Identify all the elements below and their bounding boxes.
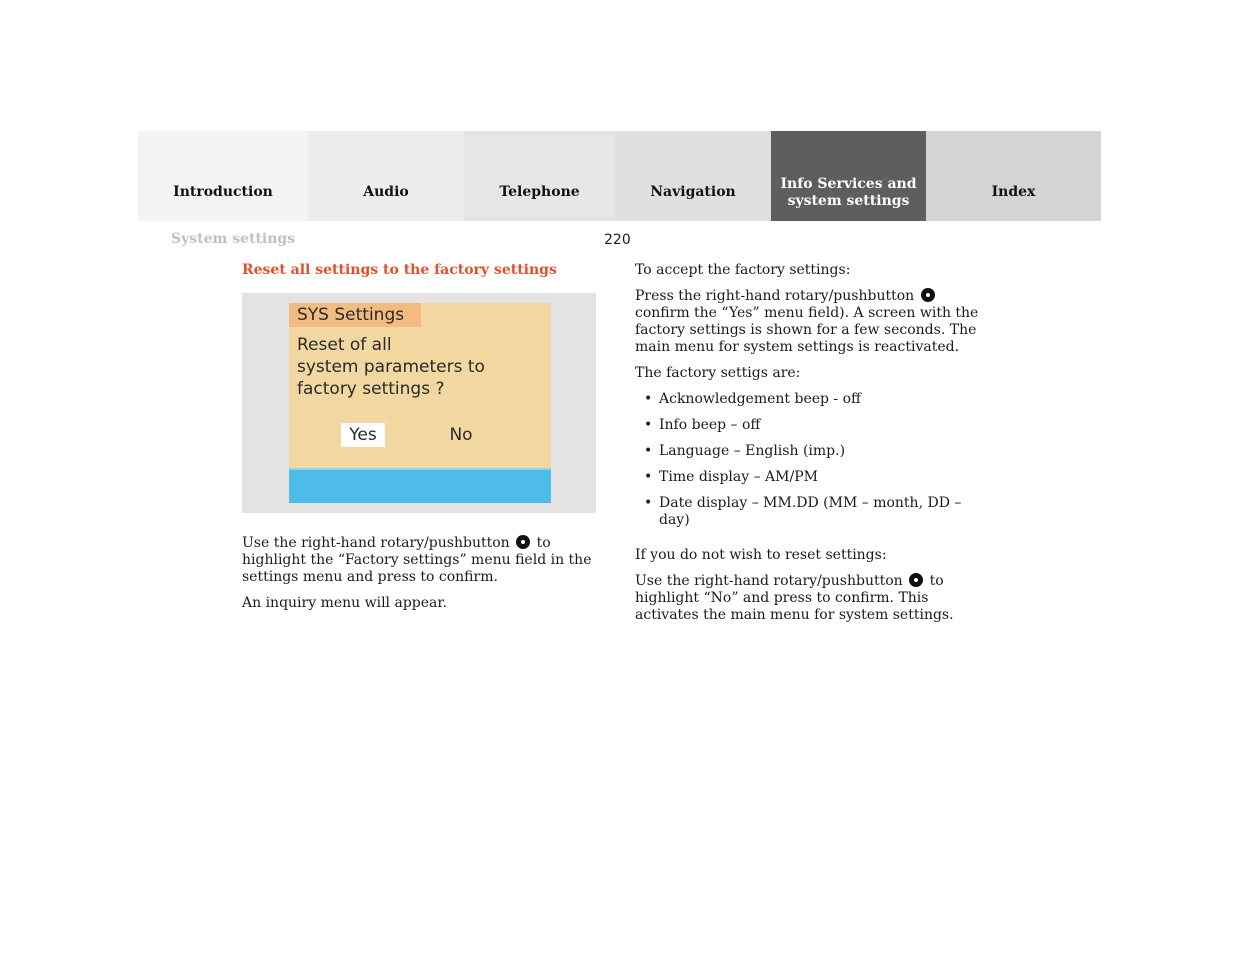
text: Use the right-hand rotary/pushbutton — [635, 573, 903, 589]
no-button[interactable]: No — [449, 425, 473, 445]
right-column — [635, 262, 995, 633]
text: Use the right-hand rotary/pushbutton — [242, 535, 510, 551]
tab-label: Introduction — [173, 184, 273, 200]
tab-label: Telephone — [499, 184, 580, 200]
instruction-paragraph: If you do not wish to reset settings: — [635, 547, 887, 563]
list-item: • Date display – MM.DD (MM – month, DD – day) — [635, 495, 995, 529]
tab-audio[interactable] — [308, 131, 464, 221]
instruction-paragraph — [635, 288, 995, 356]
chapter-tabs — [138, 131, 1101, 221]
instruction-paragraph: The factory settigs are: — [635, 365, 801, 381]
section-title: System settings — [171, 231, 296, 247]
tab-label: Navigation — [650, 184, 736, 200]
section-heading: Reset all settings to the factory settings — [242, 262, 557, 278]
tab-info-services[interactable] — [771, 131, 926, 221]
text: to highlight “No” and press to confirm. This activates the main menu for system settings. — [635, 573, 954, 623]
text: to highlight the “Factory settings” menu field in the settings menu and press to confirm. — [242, 535, 592, 585]
instruction-paragraph — [242, 535, 604, 586]
tab-label: Info Services and system settings — [780, 176, 917, 209]
screen-message: Reset of all system parameters to factory settings ? — [297, 335, 485, 399]
rotary-pushbutton-icon — [516, 535, 530, 549]
tab-label: Audio — [363, 184, 409, 200]
instruction-paragraph: To accept the factory settings: — [635, 262, 851, 278]
rotary-pushbutton-icon — [909, 573, 923, 587]
instruction-paragraph — [635, 573, 995, 624]
tab-introduction[interactable] — [138, 131, 308, 221]
text: confirm the “Yes” menu field). A screen with the factory settings is shown for a few seconds. The main menu for system settings is reactivated. — [635, 305, 979, 355]
tab-navigation[interactable] — [615, 131, 771, 221]
factory-settings-list — [635, 391, 995, 529]
list-item: • Acknowledgement beep - off — [635, 391, 995, 408]
yes-button[interactable]: Yes — [341, 423, 385, 447]
page-number: 220 — [604, 232, 631, 248]
screen-title: SYS Settings — [289, 303, 421, 327]
rotary-pushbutton-icon — [921, 288, 935, 302]
tab-telephone[interactable] — [464, 131, 615, 221]
tab-index[interactable] — [926, 131, 1101, 221]
instruction-paragraph: An inquiry menu will appear. — [242, 595, 447, 611]
list-item: • Info beep – off — [635, 417, 995, 434]
text: Press the right-hand rotary/pushbutton — [635, 288, 915, 304]
tab-label: Index — [991, 184, 1036, 200]
list-item: • Language – English (imp.) — [635, 443, 995, 460]
screen-status-bar — [289, 468, 551, 503]
screen-figure — [242, 293, 596, 513]
list-item: • Time display – AM/PM — [635, 469, 995, 486]
display-screen — [289, 303, 551, 503]
left-column — [242, 262, 604, 621]
